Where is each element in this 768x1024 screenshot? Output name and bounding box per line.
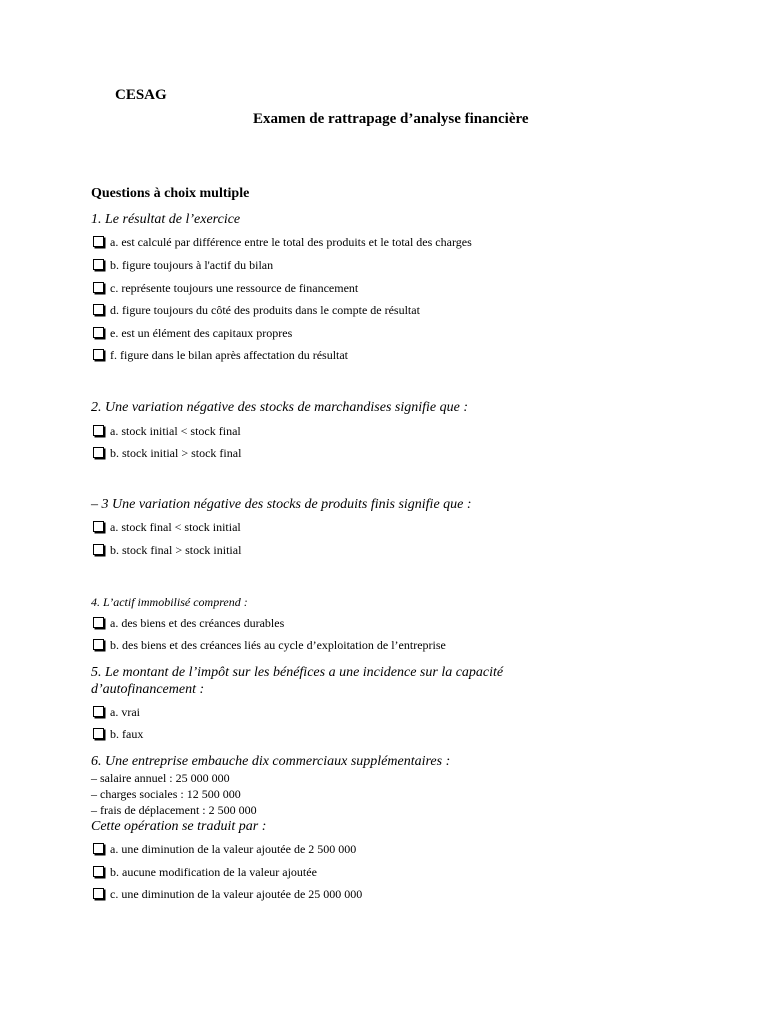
checkbox-icon[interactable] xyxy=(93,866,104,877)
checkbox-icon[interactable] xyxy=(93,888,104,899)
checkbox-icon[interactable] xyxy=(93,304,104,315)
question-5-line-1: 5. Le montant de l’impôt sur les bénéfices a une incidence sur la capacité xyxy=(91,665,504,680)
option-1e[interactable]: e. est un élément des capitaux propres xyxy=(93,326,292,341)
option-1f[interactable]: f. figure dans le bilan après affectation du résultat xyxy=(93,348,348,363)
option-3a[interactable]: a. stock final < stock initial xyxy=(93,520,241,535)
option-5a[interactable]: a. vrai xyxy=(93,705,140,720)
question-6-followup: Cette opération se traduit par : xyxy=(91,819,267,834)
option-6a[interactable]: a. une diminution de la valeur ajoutée de 2 500 000 xyxy=(93,842,356,857)
question-6: 6. Une entreprise embauche dix commerciaux supplémentaires : xyxy=(91,754,451,769)
option-6b[interactable]: b. aucune modification de la valeur ajoutée xyxy=(93,865,317,880)
checkbox-icon[interactable] xyxy=(93,447,104,458)
checkbox-icon[interactable] xyxy=(93,728,104,739)
checkbox-icon[interactable] xyxy=(93,706,104,717)
option-1c[interactable]: c. représente toujours une ressource de financement xyxy=(93,281,358,296)
question-1: 1. Le résultat de l’exercice xyxy=(91,212,241,227)
checkbox-icon[interactable] xyxy=(93,639,104,650)
option-6c[interactable]: c. une diminution de la valeur ajoutée de 25 000 000 xyxy=(93,887,362,902)
question-3: – 3 Une variation négative des stocks de produits finis signifie que : xyxy=(91,497,472,512)
checkbox-icon[interactable] xyxy=(93,259,104,270)
option-5b[interactable]: b. faux xyxy=(93,727,143,742)
checkbox-icon[interactable] xyxy=(93,425,104,436)
question-4: 4. L’actif immobilisé comprend : xyxy=(91,595,248,609)
question-5-line-2: d’autofinancement : xyxy=(91,682,205,697)
checkbox-icon[interactable] xyxy=(93,349,104,360)
detail-social-charges: – charges sociales : 12 500 000 xyxy=(91,787,241,801)
option-1d[interactable]: d. figure toujours du côté des produits dans le compte de résultat xyxy=(93,303,420,318)
checkbox-icon[interactable] xyxy=(93,236,104,247)
checkbox-icon[interactable] xyxy=(93,544,104,555)
checkbox-icon[interactable] xyxy=(93,521,104,532)
exam-title: Examen de rattrapage d’analyse financière xyxy=(253,111,529,127)
detail-travel-costs: – frais de déplacement : 2 500 000 xyxy=(91,803,257,817)
option-4b[interactable]: b. des biens et des créances liés au cycle d’exploitation de l’entreprise xyxy=(93,638,446,653)
option-2b[interactable]: b. stock initial > stock final xyxy=(93,446,241,461)
checkbox-icon[interactable] xyxy=(93,282,104,293)
option-4a[interactable]: a. des biens et des créances durables xyxy=(93,616,284,631)
option-3b[interactable]: b. stock final > stock initial xyxy=(93,543,241,558)
section-title: Questions à choix multiple xyxy=(91,186,250,201)
option-1a[interactable]: a. est calculé par différence entre le total des produits et le total des charges xyxy=(93,235,472,250)
institution-name: CESAG xyxy=(115,87,167,103)
option-1b[interactable]: b. figure toujours à l'actif du bilan xyxy=(93,258,273,273)
question-2: 2. Une variation négative des stocks de marchandises signifie que : xyxy=(91,400,469,415)
option-2a[interactable]: a. stock initial < stock final xyxy=(93,424,241,439)
checkbox-icon[interactable] xyxy=(93,843,104,854)
checkbox-icon[interactable] xyxy=(93,327,104,338)
detail-salary: – salaire annuel : 25 000 000 xyxy=(91,771,230,785)
checkbox-icon[interactable] xyxy=(93,617,104,628)
